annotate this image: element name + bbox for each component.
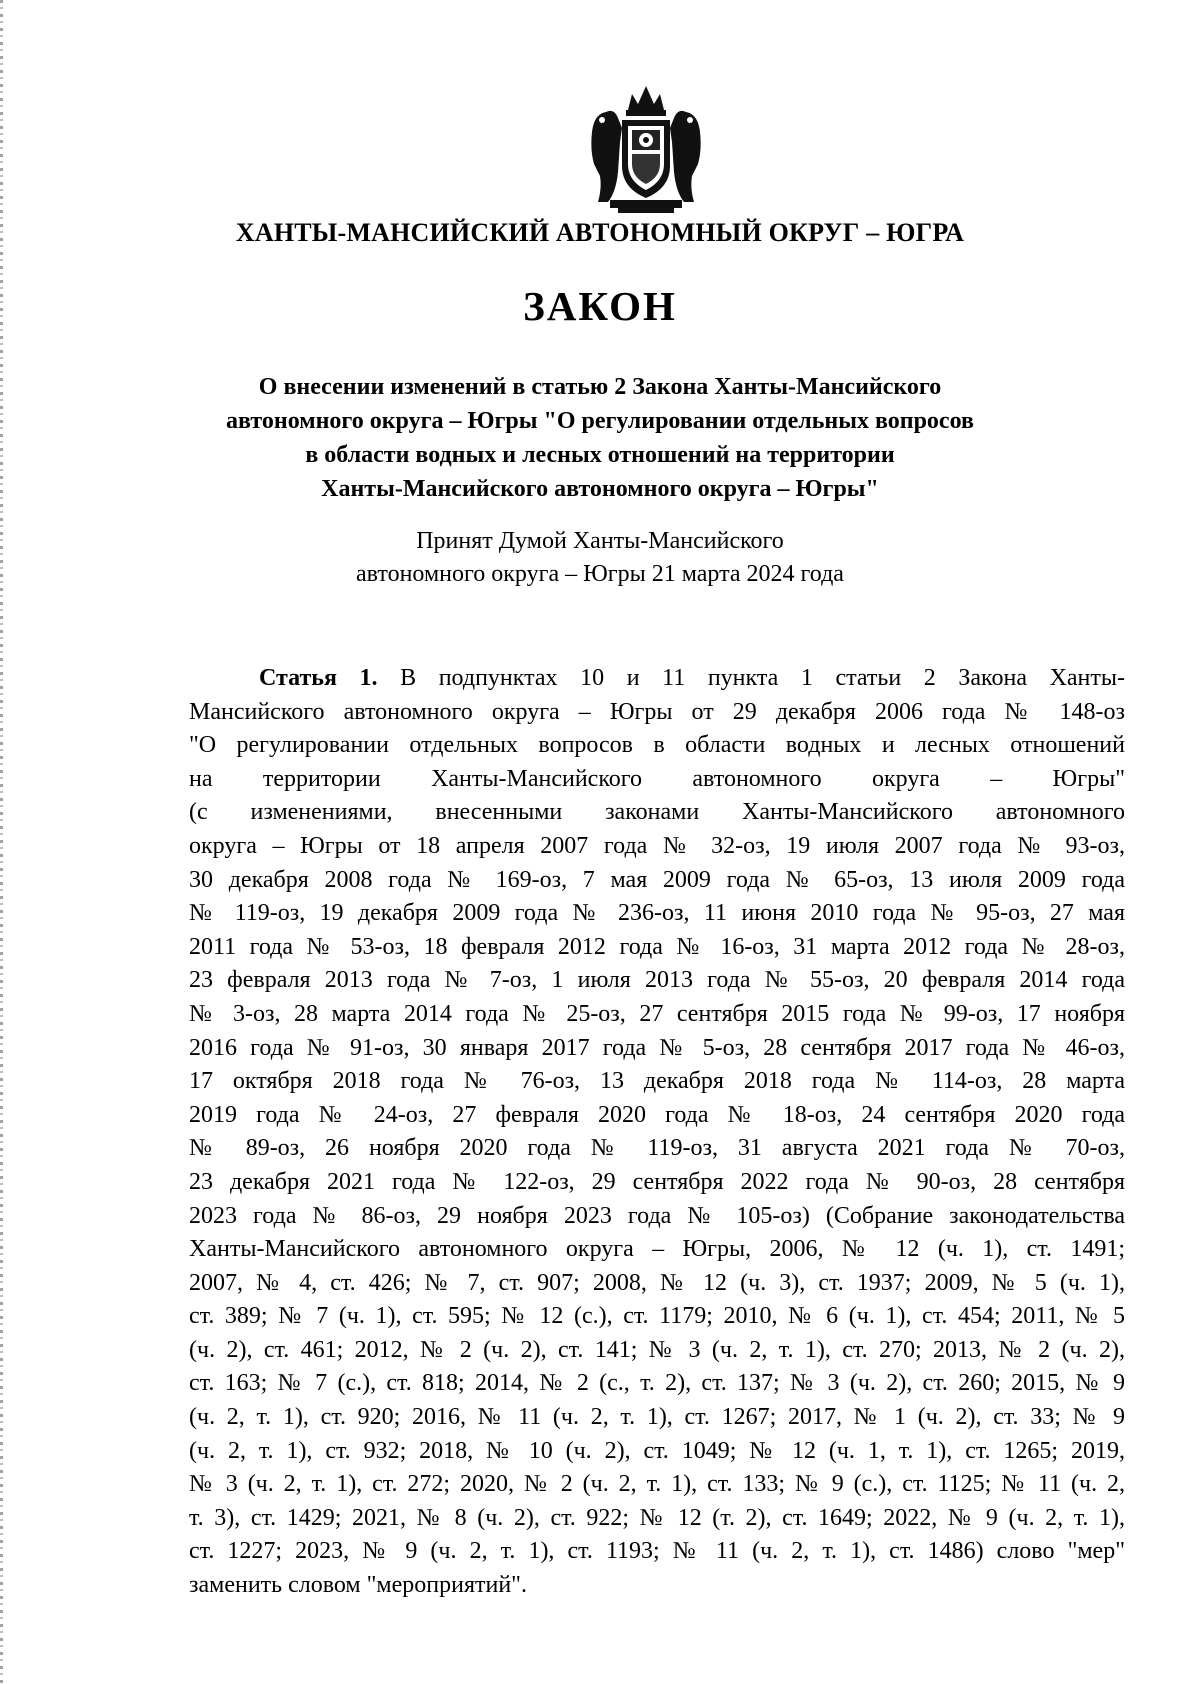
article-line: т. 3), ст. 1429; 2021, № 8 (ч. 2), ст. 922; № 12 (т. 2), ст. 1649; 2022, № 9 (ч. 2, т. 1), bbox=[189, 1504, 1125, 1531]
article-line: "О регулировании отдельных вопросов в области водных и лесных отношений bbox=[189, 732, 1125, 759]
article-line: (с изменениями, внесенными законами Ханты-Мансийского автономного bbox=[189, 799, 1125, 826]
article-line: (ч. 2), ст. 461; 2012, № 2 (ч. 2), ст. 141; № 3 (ч. 2, т. 1), ст. 270; 2013, № 2 (ч. 2), bbox=[189, 1336, 1125, 1363]
article-line: 2019 года № 24-оз, 27 февраля 2020 года № 18-оз, 24 сентября 2020 года bbox=[189, 1101, 1125, 1128]
law-title-line: О внесении изменений в статью 2 Закона Ханты-Мансийского bbox=[258, 374, 942, 400]
law-title-line: автономного округа – Югры "О регулировании отдельных вопросов bbox=[226, 408, 974, 434]
law-title bbox=[150, 370, 1050, 506]
article-line: Ханты-Мансийского автономного округа – Югры, 2006, № 12 (ч. 1), ст. 1491; bbox=[189, 1236, 1125, 1263]
scan-edge bbox=[0, 0, 3, 1684]
article-line: № 3-оз, 28 марта 2014 года № 25-оз, 27 сентября 2015 года № 99-оз, 17 ноября bbox=[189, 1000, 1125, 1027]
article-1-body bbox=[189, 662, 1125, 1603]
article-label: Статья 1. bbox=[259, 665, 378, 691]
adoption-note bbox=[150, 525, 1050, 591]
law-title-line: Ханты-Мансийского автономного округа – Югры" bbox=[321, 476, 879, 502]
article-first-line-text: В подпунктах 10 и 11 пункта 1 статьи 2 Закона Ханты- bbox=[400, 665, 1126, 691]
article-line: Мансийского автономного округа – Югры от 29 декабря 2006 года № 148-оз bbox=[189, 698, 1125, 725]
coat-of-arms-emblem bbox=[588, 80, 704, 216]
article-line: 2007, № 4, ст. 426; № 7, ст. 907; 2008, № 12 (ч. 3), ст. 1937; 2009, № 5 (ч. 1), bbox=[189, 1269, 1125, 1296]
article-line: (ч. 2, т. 1), ст. 932; 2018, № 10 (ч. 2), ст. 1049; № 12 (ч. 1, т. 1), ст. 1265; 2019, bbox=[189, 1437, 1125, 1464]
law-title-line: в области водных и лесных отношений на территории bbox=[305, 442, 895, 468]
article-line: (ч. 2, т. 1), ст. 920; 2016, № 11 (ч. 2, т. 1), ст. 1267; 2017, № 1 (ч. 2), ст. 33; № 9 bbox=[189, 1404, 1125, 1431]
article-line: ст. 163; № 7 (с.), ст. 818; 2014, № 2 (с., т. 2), ст. 137; № 3 (ч. 2), ст. 260; 2015, № 9 bbox=[189, 1370, 1125, 1397]
article-line: 23 февраля 2013 года № 7-оз, 1 июля 2013 года № 55-оз, 20 февраля 2014 года bbox=[189, 967, 1125, 994]
article-line: 17 октября 2018 года № 76-оз, 13 декабря 2018 года № 114-оз, 28 марта bbox=[189, 1068, 1125, 1095]
article-line: на территории Ханты-Мансийского автономного округа – Югры" bbox=[189, 765, 1125, 792]
article-line: 30 декабря 2008 года № 169-оз, 7 мая 2009 года № 65-оз, 13 июля 2009 года bbox=[189, 866, 1125, 893]
article-line: округа – Югры от 18 апреля 2007 года № 32-оз, 19 июля 2007 года № 93-оз, bbox=[189, 832, 1125, 859]
article-line: 2016 года № 91-оз, 30 января 2017 года № 5-оз, 28 сентября 2017 года № 46-оз, bbox=[189, 1034, 1125, 1061]
adoption-note-line: автономного округа – Югры 21 марта 2024 года bbox=[356, 561, 844, 587]
region-heading: ХАНТЫ-МАНСИЙСКИЙ АВТОНОМНЫЙ ОКРУГ – ЮГРА bbox=[235, 218, 965, 247]
article-line bbox=[189, 662, 1125, 696]
article-line: 23 декабря 2021 года № 122-оз, 29 сентября 2022 года № 90-оз, 28 сентября bbox=[189, 1168, 1125, 1195]
article-line: № 89-оз, 26 ноября 2020 года № 119-оз, 31 августа 2021 года № 70-оз, bbox=[189, 1135, 1125, 1162]
adoption-note-line: Принят Думой Ханты-Мансийского bbox=[416, 528, 784, 554]
article-line: ст. 1227; 2023, № 9 (ч. 2, т. 1), ст. 1193; № 11 (ч. 2, т. 1), ст. 1486) слово "мер" bbox=[189, 1538, 1125, 1565]
article-line: заменить словом "мероприятий". bbox=[189, 1572, 527, 1599]
article-line: № 3 (ч. 2, т. 1), ст. 272; 2020, № 2 (ч. 2, т. 1), ст. 133; № 9 (с.), ст. 1125; № 11 (ч. 2, bbox=[189, 1471, 1125, 1498]
article-line: 2023 года № 86-оз, 29 ноября 2023 года № 105-оз) (Собрание законодательства bbox=[189, 1202, 1125, 1229]
article-line: ст. 389; № 7 (ч. 1), ст. 595; № 12 (с.), ст. 1179; 2010, № 6 (ч. 1), ст. 454; 2011, № 5 bbox=[189, 1303, 1125, 1330]
article-line: № 119-оз, 19 декабря 2009 года № 236-оз, 11 июня 2010 года № 95-оз, 27 мая bbox=[189, 900, 1125, 927]
article-line: 2011 года № 53-оз, 18 февраля 2012 года № 16-оз, 31 марта 2012 года № 28-оз, bbox=[189, 933, 1125, 960]
document-type-heading: ЗАКОН bbox=[523, 283, 677, 329]
